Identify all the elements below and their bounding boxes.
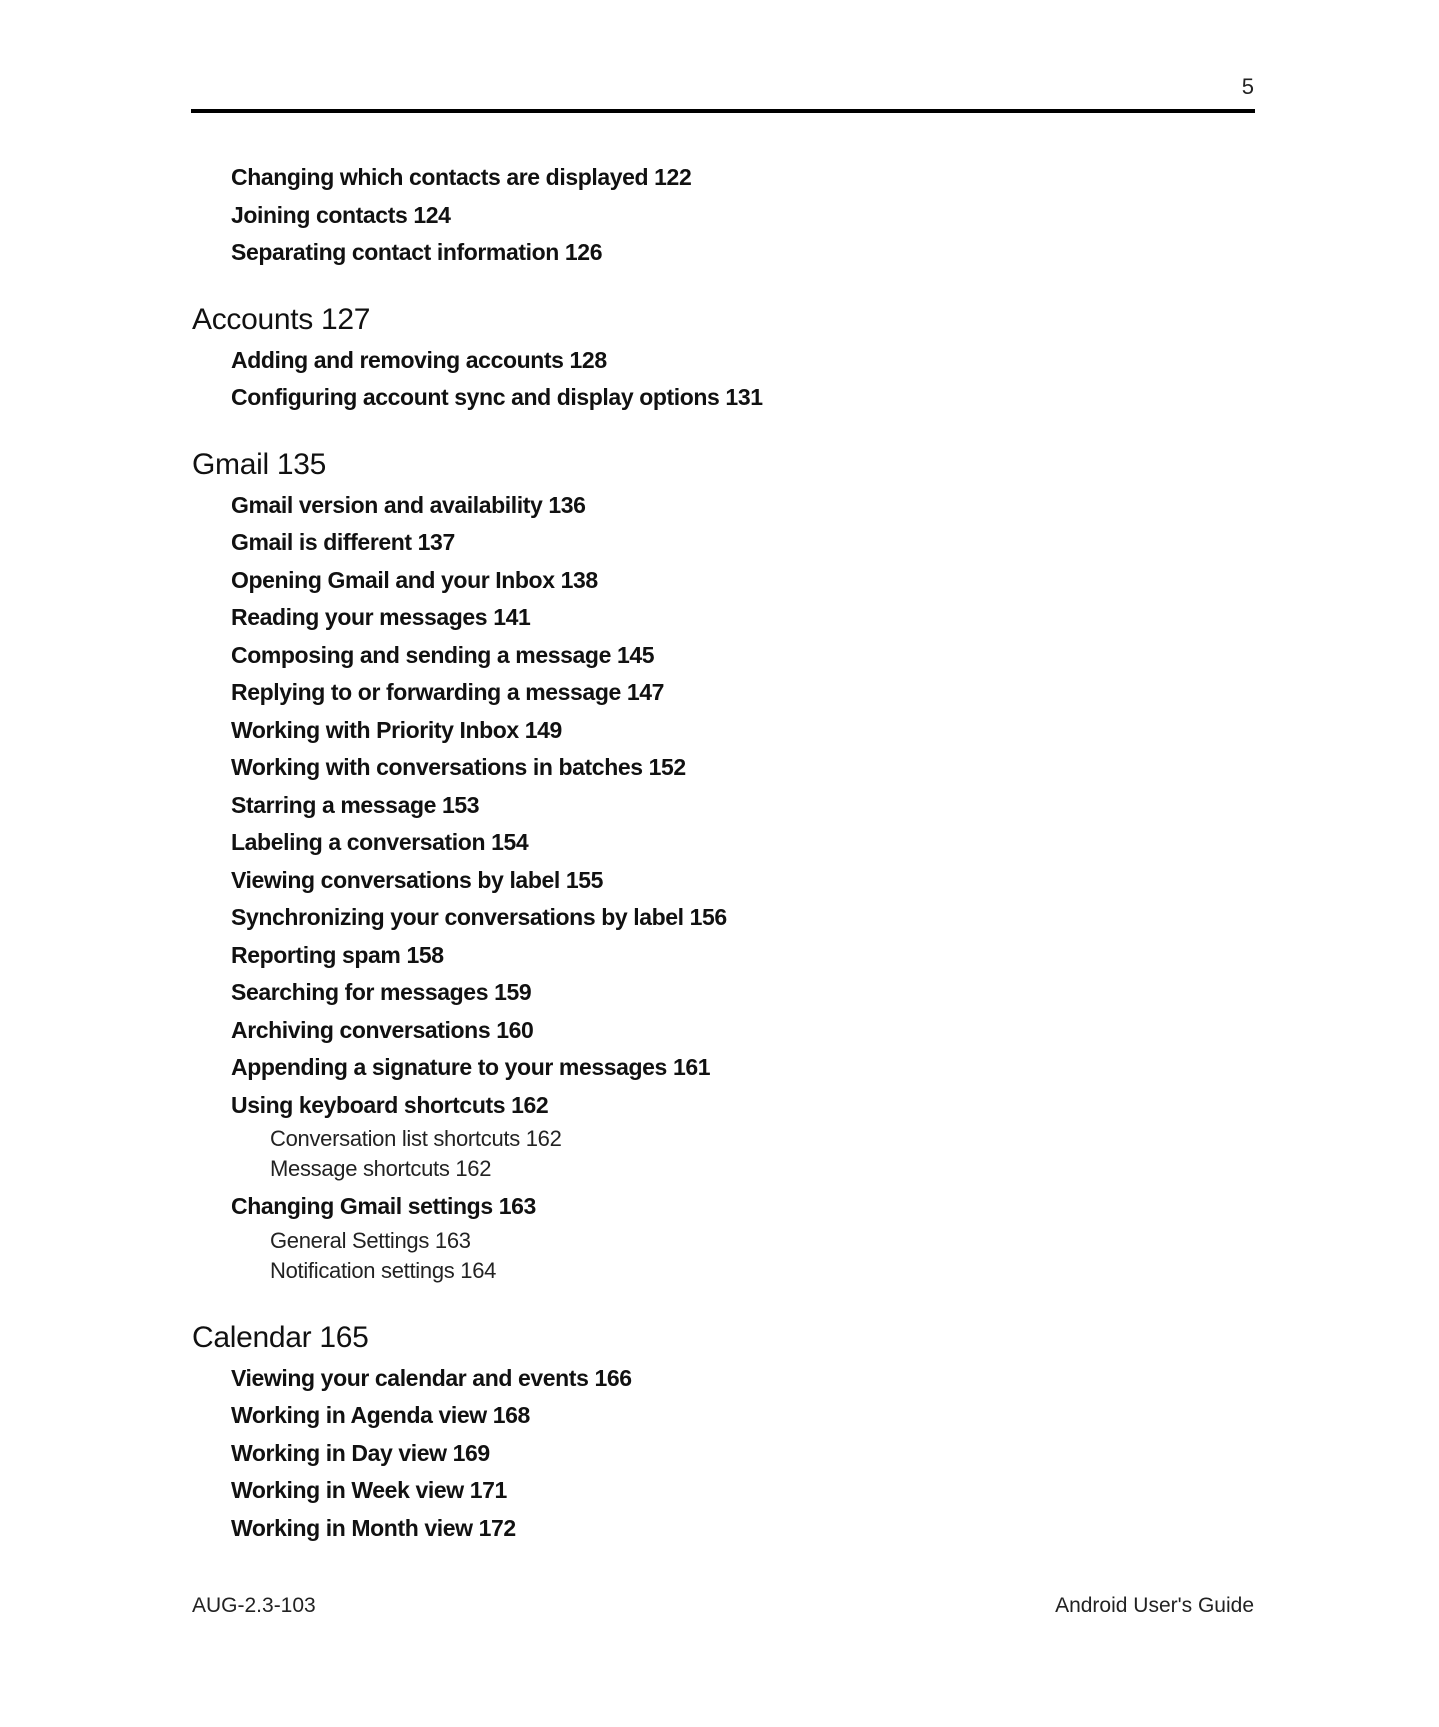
toc-entry[interactable]: Reporting spam 158 [231,941,444,968]
table-of-contents [0,159,1439,1547]
toc-entry[interactable]: Composing and sending a message 145 [231,641,655,668]
toc-subentry[interactable]: Notification settings 164 [270,1257,497,1283]
footer-doc-id: AUG-2.3-103 [192,1594,316,1617]
toc-entry[interactable]: Viewing conversations by label 155 [231,866,604,893]
toc-entry[interactable]: Gmail version and availability 136 [231,491,586,518]
page-number: 5 [1241,74,1254,99]
header-rule [191,109,1255,113]
toc-chapter-gmail[interactable]: Gmail 135 [192,447,327,481]
toc-entry[interactable]: Labeling a conversation 154 [231,829,529,855]
toc-entry[interactable]: Changing Gmail settings 163 [231,1193,536,1219]
toc-entry[interactable]: Adding and removing accounts 128 [231,346,607,373]
footer-doc-title: Android User's Guide [1055,1594,1254,1617]
toc-entry[interactable]: Working with conversations in batches 152 [231,754,686,780]
toc-entry[interactable]: Replying to or forwarding a message 147 [231,679,665,705]
toc-entry[interactable]: Viewing your calendar and events 166 [231,1364,632,1391]
toc-chapter-calendar[interactable]: Calendar 165 [192,1320,369,1354]
toc-entry[interactable]: Opening Gmail and your Inbox 138 [231,566,598,593]
toc-entry[interactable]: Configuring account sync and display options 131 [231,384,763,410]
toc-entry[interactable]: Archiving conversations 160 [231,1016,534,1043]
toc-entry[interactable]: Changing which contacts are displayed 122 [231,164,692,190]
toc-subentry[interactable]: General Settings 163 [270,1227,471,1253]
toc-entry[interactable]: Separating contact information 126 [231,239,603,265]
toc-entry[interactable]: Using keyboard shortcuts 162 [231,1091,549,1118]
toc-entry[interactable]: Working in Day view 169 [231,1439,490,1466]
toc-entry[interactable]: Appending a signature to your messages 161 [231,1054,711,1080]
toc-entry[interactable]: Working in Agenda view 168 [231,1402,530,1428]
toc-entry[interactable]: Gmail is different 137 [231,529,455,555]
toc-chapter-accounts[interactable]: Accounts 127 [192,302,371,336]
toc-subentry[interactable]: Conversation list shortcuts 162 [270,1126,562,1151]
toc-entry[interactable]: Searching for messages 159 [231,979,532,1005]
toc-entry[interactable]: Starring a message 153 [231,791,480,818]
toc-entry[interactable]: Reading your messages 141 [231,604,531,630]
toc-entry[interactable]: Working in Week view 171 [231,1477,507,1503]
toc-entry[interactable]: Working in Month view 172 [231,1514,516,1541]
toc-entry[interactable]: Working with Priority Inbox 149 [231,716,562,743]
toc-entry[interactable]: Synchronizing your conversations by label 156 [231,904,727,930]
toc-subentry[interactable]: Message shortcuts 162 [270,1156,492,1181]
toc-entry[interactable]: Joining contacts 124 [231,201,451,228]
